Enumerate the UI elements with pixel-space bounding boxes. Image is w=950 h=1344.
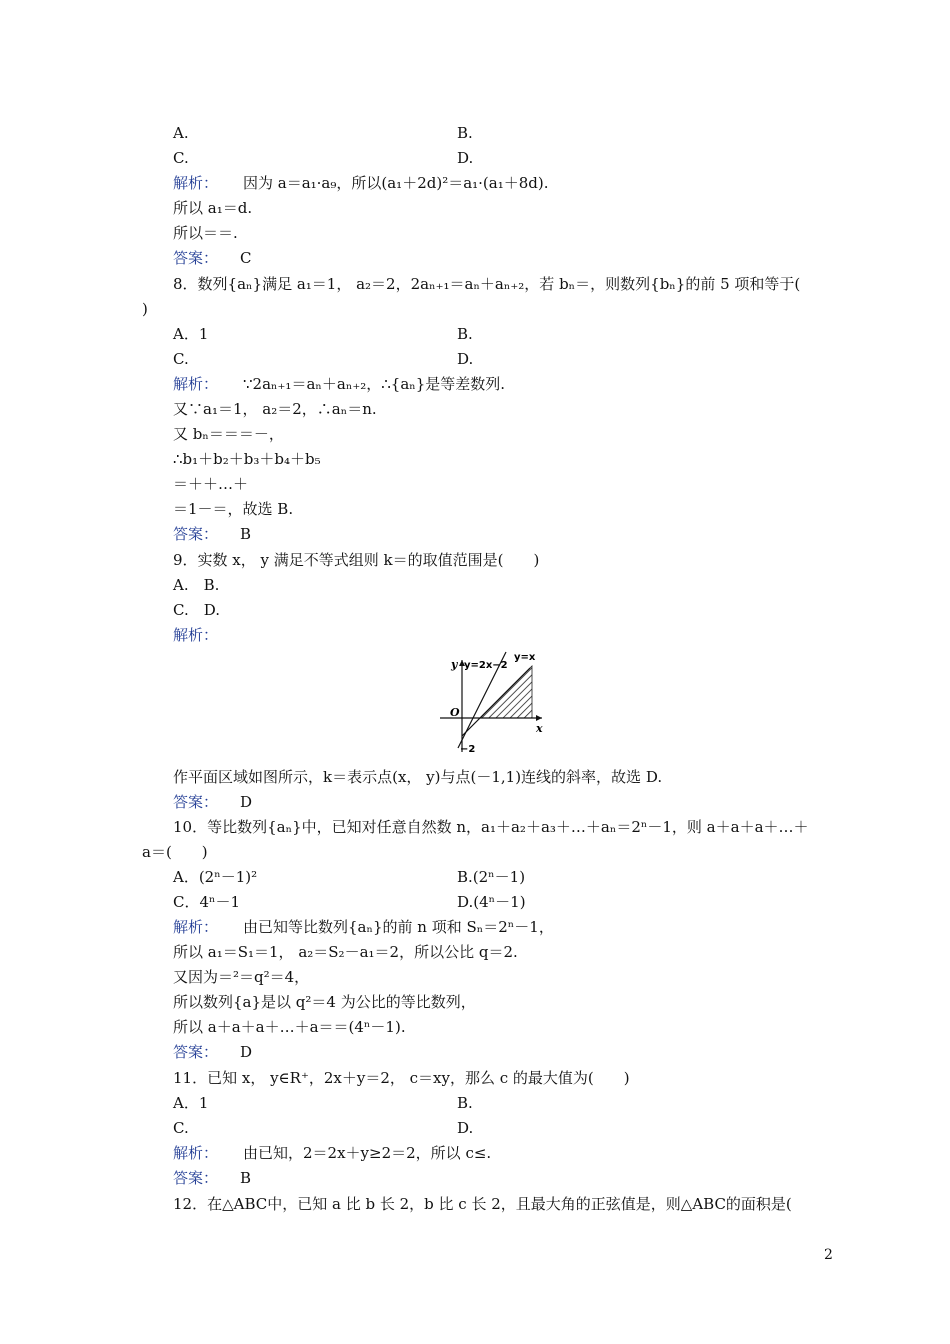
q9-line bbox=[0, 766, 950, 788]
q10-option-b: B.(2ⁿ－1) bbox=[457, 868, 526, 886]
q8-line bbox=[0, 448, 950, 470]
q10-line bbox=[0, 1016, 950, 1038]
analysis-text: 由已知，2＝2x＋y≥2＝2，所以 c≤. bbox=[243, 1144, 492, 1162]
q10-line bbox=[0, 941, 950, 963]
q10-option-c: C．4ⁿ－1 bbox=[173, 893, 241, 911]
answer-label: 答案： bbox=[173, 249, 219, 267]
q9-analysis bbox=[0, 624, 950, 646]
question-stem: 8．数列{aₙ}满足 a₁＝1， a₂＝2，2aₙ₊₁＝aₙ＋aₙ₊₂，若 bₙ＝，则数列{bₙ}的前 5 项和等于( bbox=[173, 275, 801, 293]
q7-option-d: D. bbox=[457, 149, 474, 167]
q10-options-cd bbox=[0, 891, 950, 913]
q9-option-ab: A. B. bbox=[173, 576, 220, 594]
question-stem: 12．在△ABC中，已知 a 比 b 长 2，b 比 c 长 2，且最大角的正弦值是，则△ABC的面积是( bbox=[173, 1195, 792, 1213]
text-line: 所以 a＋a＋a＋…＋a＝＝(4ⁿ－1). bbox=[173, 1018, 406, 1036]
q8-option-b: B. bbox=[457, 325, 473, 343]
q10-line bbox=[0, 991, 950, 1013]
q8-line bbox=[0, 473, 950, 495]
q8-options-ab bbox=[0, 323, 950, 345]
text-line: 又因为＝²＝q²＝4， bbox=[173, 968, 310, 986]
q10-stem-cont bbox=[0, 841, 950, 863]
answer-value: C bbox=[240, 249, 252, 267]
answer-label: 答案： bbox=[173, 793, 219, 811]
q11-option-b: B. bbox=[457, 1094, 473, 1112]
q8-stem bbox=[0, 273, 950, 295]
q8-line bbox=[0, 398, 950, 420]
q11-options-ab bbox=[0, 1092, 950, 1114]
text-line: 作平面区域如图所示，k＝表示点(x， y)与点(－1,1)连线的斜率，故选 D. bbox=[173, 768, 663, 786]
text-line: 又∵a₁＝1， a₂＝2，∴aₙ＝n. bbox=[173, 400, 377, 418]
question-stem: 10．等比数列{aₙ}中，已知对任意自然数 n，a₁＋a₂＋a₃＋…＋aₙ＝2ⁿ－1，则 a＋a＋a＋…＋ bbox=[173, 818, 809, 836]
q11-analysis bbox=[0, 1142, 950, 1164]
q10-stem bbox=[0, 816, 950, 838]
answer-value: B bbox=[240, 525, 252, 543]
answer-label: 答案： bbox=[173, 1043, 219, 1061]
x-axis-arrow bbox=[536, 715, 542, 721]
q11-option-c: C. bbox=[173, 1119, 189, 1137]
analysis-text: 由已知等比数列{aₙ}的前 n 项和 Sₙ＝2ⁿ－1， bbox=[243, 918, 554, 936]
q8-option-c: C. bbox=[173, 350, 189, 368]
origin-label: O bbox=[450, 706, 460, 719]
q7-option-c: C. bbox=[173, 149, 189, 167]
q9-stem bbox=[0, 549, 950, 571]
q10-analysis bbox=[0, 916, 950, 938]
text-line: 所以 a₁＝S₁＝1， a₂＝S₂－a₁＝2，所以公比 q＝2. bbox=[173, 943, 518, 961]
text-line: 所以 a₁＝d. bbox=[173, 199, 253, 217]
intercept-label: −2 bbox=[460, 744, 476, 754]
q8-options-cd bbox=[0, 348, 950, 370]
analysis-label: 解析： bbox=[173, 375, 219, 393]
q10-line bbox=[0, 966, 950, 988]
q7-option-b: B. bbox=[457, 124, 473, 142]
page-number: 2 bbox=[824, 1247, 833, 1263]
line1-label: y=2x−2 bbox=[464, 660, 508, 671]
q10-option-a: A．(2ⁿ－1)² bbox=[173, 868, 258, 886]
text-line: ∴b₁＋b₂＋b₃＋b₄＋b₅ bbox=[173, 450, 321, 468]
analysis-label: 解析： bbox=[173, 626, 219, 644]
analysis-text: ∵2aₙ₊₁＝aₙ＋aₙ₊₂，∴{aₙ}是等差数列. bbox=[243, 375, 506, 393]
text-line: 所以数列{a}是以 q²＝4 为公比的等比数列， bbox=[173, 993, 476, 1011]
q10-answer bbox=[0, 1041, 950, 1063]
q11-option-a: A．1 bbox=[173, 1094, 209, 1112]
q8-line bbox=[0, 423, 950, 445]
q7-options-cd bbox=[0, 147, 950, 169]
q7-option-a: A. bbox=[173, 124, 189, 142]
q7-options-ab bbox=[0, 122, 950, 144]
answer-value: B bbox=[240, 1169, 252, 1187]
q7-line bbox=[0, 222, 950, 244]
analysis-label: 解析： bbox=[173, 1144, 219, 1162]
text-line: 又 bₙ＝＝＝－， bbox=[173, 425, 284, 443]
text-line: 所以＝＝. bbox=[173, 224, 238, 242]
line2-label: y=x bbox=[514, 652, 536, 663]
q8-option-a: A．1 bbox=[173, 325, 209, 343]
q7-answer bbox=[0, 247, 950, 269]
question-stem-cont: ) bbox=[142, 300, 148, 318]
q11-answer bbox=[0, 1167, 950, 1189]
q9-option-cd: C. D. bbox=[173, 601, 220, 619]
answer-label: 答案： bbox=[173, 525, 219, 543]
q9-options-ab bbox=[0, 574, 950, 596]
q7-analysis bbox=[0, 172, 950, 194]
text-line: ＝＋＋…＋ bbox=[173, 475, 249, 493]
answer-value: D bbox=[240, 793, 253, 811]
q8-answer bbox=[0, 523, 950, 545]
q10-options-ab bbox=[0, 866, 950, 888]
analysis-label: 解析： bbox=[173, 918, 219, 936]
x-axis-label: x bbox=[536, 722, 543, 735]
answer-value: D bbox=[240, 1043, 253, 1061]
question-stem: 9．实数 x， y 满足不等式组则 k＝的取值范围是( ) bbox=[173, 551, 540, 569]
q11-options-cd bbox=[0, 1117, 950, 1139]
y-axis-label: y bbox=[451, 658, 458, 671]
q9-options-cd bbox=[0, 599, 950, 621]
text-line: ＝1－＝，故选 B. bbox=[173, 500, 294, 518]
q11-option-d: D. bbox=[457, 1119, 474, 1137]
q7-line bbox=[0, 197, 950, 219]
analysis-text: 因为 a＝a₁·a₉，所以(a₁＋2d)²＝a₁·(a₁＋8d). bbox=[243, 174, 549, 192]
q8-line bbox=[0, 498, 950, 520]
q10-option-d: D.(4ⁿ－1) bbox=[457, 893, 526, 911]
feasible-region-figure bbox=[438, 648, 562, 754]
analysis-label: 解析： bbox=[173, 174, 219, 192]
answer-label: 答案： bbox=[173, 1169, 219, 1187]
question-stem: 11．已知 x， y∈R⁺，2x＋y＝2， c＝xy，那么 c 的最大值为( ) bbox=[173, 1069, 630, 1087]
q8-analysis bbox=[0, 373, 950, 395]
q11-stem bbox=[0, 1067, 950, 1089]
q9-answer bbox=[0, 791, 950, 813]
question-stem-cont: a＝( ) bbox=[142, 843, 208, 861]
q8-option-d: D. bbox=[457, 350, 474, 368]
q12-stem bbox=[0, 1193, 950, 1215]
q8-stem-cont bbox=[0, 298, 950, 320]
